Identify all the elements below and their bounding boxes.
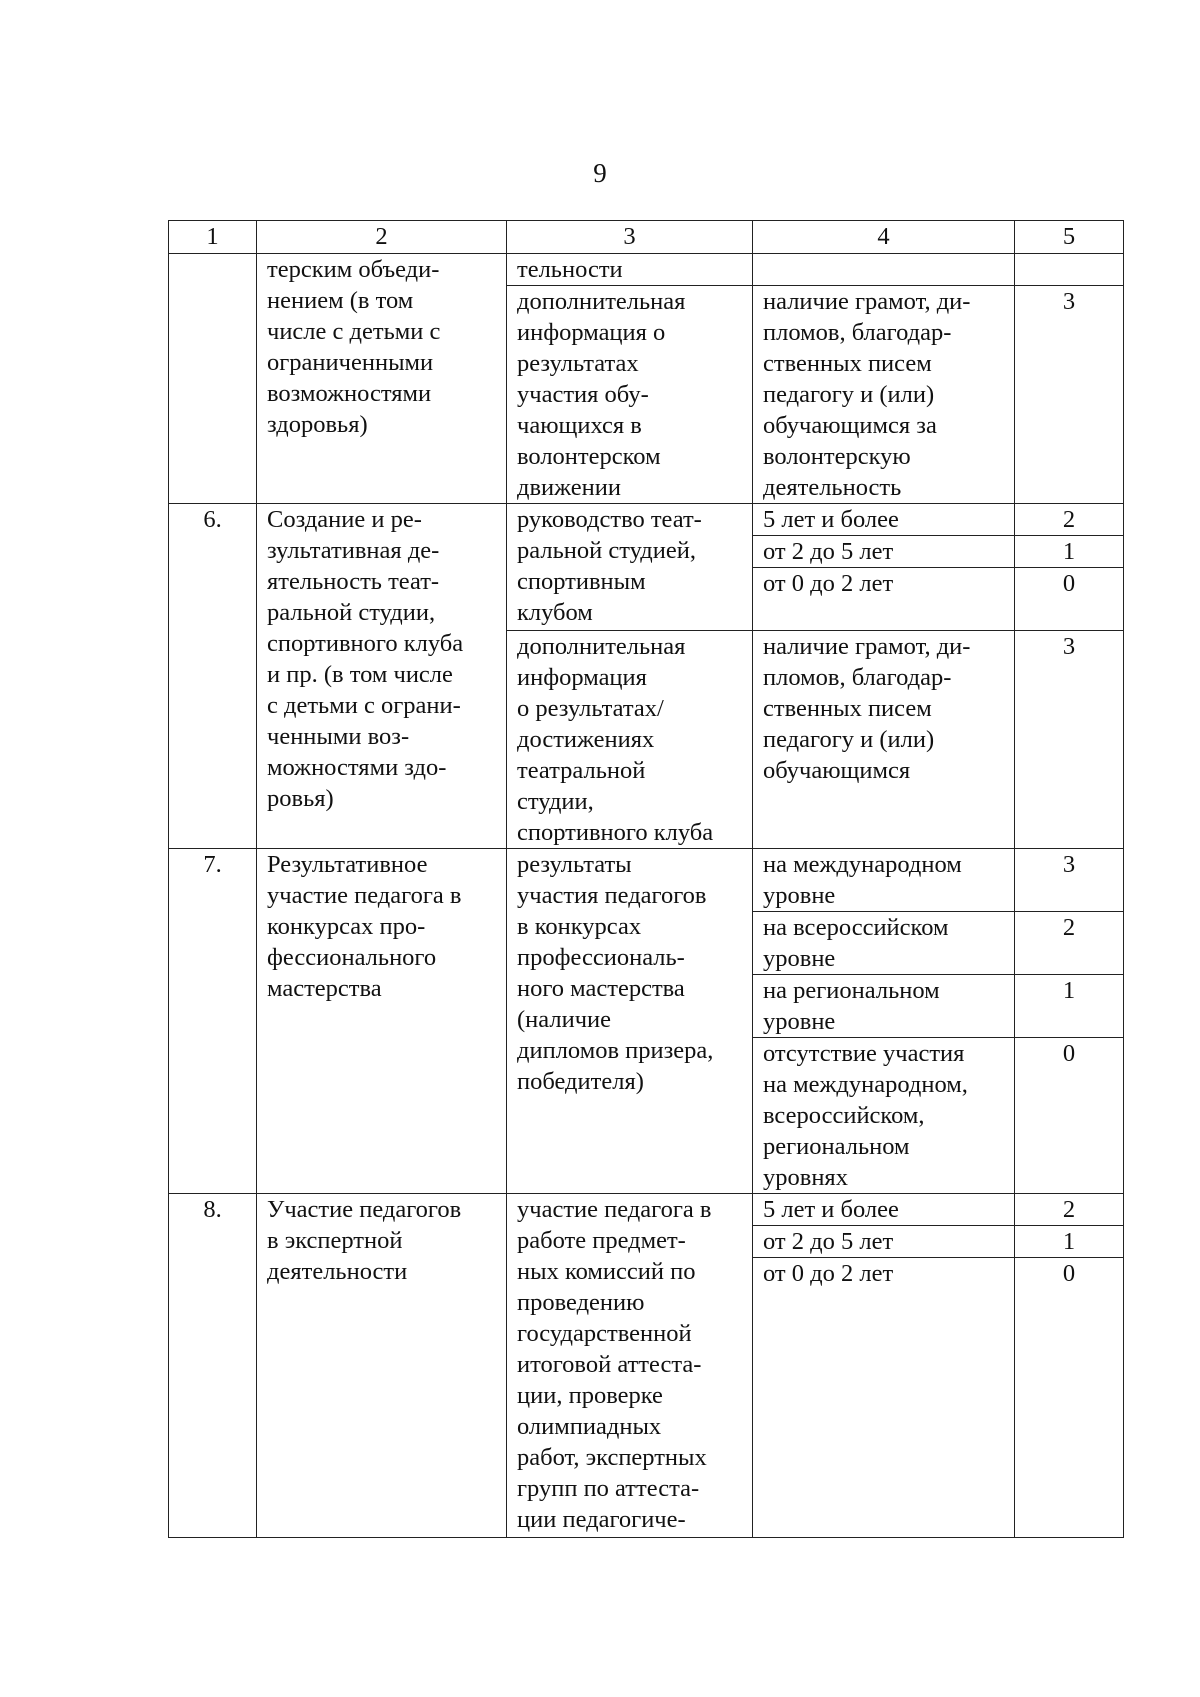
- header-cell-5: 5: [1015, 221, 1124, 254]
- row-8-num-cell: 8.: [169, 1194, 257, 1538]
- criteria-table: [168, 220, 1124, 1538]
- row-7-score-3: 1: [1015, 975, 1124, 1038]
- row-5-num-cell: [169, 254, 257, 504]
- row-8-indicator-cell: участие педагога в работе предмет- ных комиссий по проведению государственной итоговой аттеста- ции, проверке олимпиадных работ, экспертных групп по аттеста- ции педагогиче-: [507, 1194, 753, 1538]
- row-8-measure-2: от 2 до 5 лет: [753, 1226, 1015, 1258]
- row-5-measure-a: [753, 254, 1015, 286]
- row-6-score-2: 1: [1015, 536, 1124, 568]
- header-cell-4: 4: [753, 221, 1015, 254]
- row-5-measure-b: наличие грамот, ди- пломов, благодар- ственных писем педагогу и (или) обучающимся за волонтерскую деятельность: [753, 286, 1015, 504]
- row-6-indicator-a: руководство теат- ральной студией, спортивным клубом: [507, 504, 753, 631]
- page-number: 9: [593, 158, 607, 188]
- table-row-5-cont-a: [169, 254, 1124, 286]
- row-5-criterion-cell: терским объеди- нением (в том числе с детьми с ограниченными возможностями здоровья): [257, 254, 507, 504]
- header-cell-2: 2: [257, 221, 507, 254]
- row-8-score-2: 1: [1015, 1226, 1124, 1258]
- row-7-score-2: 2: [1015, 912, 1124, 975]
- row-8-score-1: 2: [1015, 1194, 1124, 1226]
- row-8-criterion-cell: Участие педагогов в экспертной деятельности: [257, 1194, 507, 1538]
- row-5-indicator-b: дополнительная информация о результатах участия обу- чающихся в волонтерском движении: [507, 286, 753, 504]
- row-6-measure-1: 5 лет и более: [753, 504, 1015, 536]
- row-7-measure-2: на всероссийском уровне: [753, 912, 1015, 975]
- row-8-measure-3: от 0 до 2 лет: [753, 1258, 1015, 1538]
- row-7-measure-3: на региональном уровне: [753, 975, 1015, 1038]
- row-7-num-cell: 7.: [169, 849, 257, 1194]
- row-6-score-1: 2: [1015, 504, 1124, 536]
- row-6-score-b: 3: [1015, 631, 1124, 849]
- row-6-measure-3: от 0 до 2 лет: [753, 568, 1015, 631]
- header-row: [169, 221, 1124, 254]
- row-7-measure-1: на международном уровне: [753, 849, 1015, 912]
- row-7-score-1: 3: [1015, 849, 1124, 912]
- row-5-score-a: [1015, 254, 1124, 286]
- header-cell-3: 3: [507, 221, 753, 254]
- row-6-measure-b: наличие грамот, ди- пломов, благодар- ственных писем педагогу и (или) обучающимся: [753, 631, 1015, 849]
- row-5-indicator-a: тельности: [507, 254, 753, 286]
- row-5-score-b: 3: [1015, 286, 1124, 504]
- row-6-indicator-b: дополнительная информация о результатах/ достижениях театральной студии, спортивного клуба: [507, 631, 753, 849]
- row-8-score-3: 0: [1015, 1258, 1124, 1538]
- table-row-7-a: [169, 849, 1124, 912]
- row-7-indicator-cell: результаты участия педагогов в конкурсах профессиональ- ного мастерства (наличие дипломов призера, победителя): [507, 849, 753, 1194]
- row-7-measure-4: отсутствие участия на международном, всероссийском, региональном уровнях: [753, 1038, 1015, 1194]
- row-6-measure-2: от 2 до 5 лет: [753, 536, 1015, 568]
- row-7-criterion-cell: Результативное участие педагога в конкурсах про- фессионального мастерства: [257, 849, 507, 1194]
- row-6-score-3: 0: [1015, 568, 1124, 631]
- row-7-score-4: 0: [1015, 1038, 1124, 1194]
- table-row-6-a: [169, 504, 1124, 536]
- header-cell-1: 1: [169, 221, 257, 254]
- table-row-8-a: [169, 1194, 1124, 1226]
- row-8-measure-1: 5 лет и более: [753, 1194, 1015, 1226]
- row-6-num-cell: 6.: [169, 504, 257, 849]
- row-6-criterion-cell: Создание и ре- зультативная де- ятельность теат- ральной студии, спортивного клуба и пр. (в том числе с детьми с ограни- ченными воз- можностями здо- ровья): [257, 504, 507, 849]
